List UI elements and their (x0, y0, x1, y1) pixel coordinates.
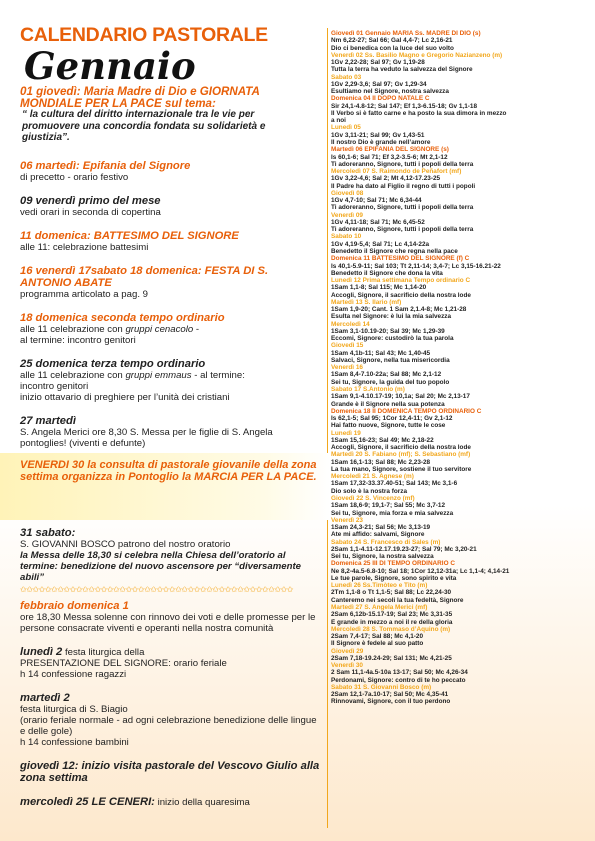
feb-01 (20, 600, 320, 634)
event-27 (20, 415, 320, 449)
liturgy-reading-line: Sir 24,1-4.8-12; Sal 147; Ef 1,3-6.15-18; Gv 1,1-18 (331, 102, 478, 110)
liturgy-reading-line: Accogli, Signore, il sacrificio della nostra lode (331, 444, 471, 452)
liturgy-reading-line: Ti adoreranno, Signore, tutti i popoli della terra (331, 226, 474, 234)
liturgy-reading-line: Benedetto il Signore che dona la vita (331, 269, 443, 277)
liturgy-reading-line: a noi (331, 117, 346, 125)
liturgy-reading-line: Il Padre ha dato al Figlio il regno di tutti i popoli (331, 182, 476, 190)
event-text-part: - (193, 323, 200, 335)
event-group: gruppi emmaus (125, 369, 192, 381)
liturgy-reading-line: 1Gv 4,19-5,4; Sal 71; Lc 4,14-22a (331, 240, 430, 248)
liturgy-day-heading: Giovedì 22 S. Vincenzo (mf) (331, 495, 415, 502)
liturgy-day-heading: Mercoledì 07 S. Raimondo de Peñafort (mf) (331, 168, 462, 176)
liturgy-reading-line: 1Gv 2,29-3,6; Sal 97; Gv 1,29-34 (331, 80, 427, 88)
event-heading: giovedì 12: inizio visita pastorale del Vescovo Giulio alla zona settima (20, 760, 320, 784)
liturgy-reading-line: 1Sam 8,4-7.10-22a; Sal 88; Mc 2,1-12 (331, 371, 442, 379)
liturgy-reading-line: Hai fatto nuove, Signore, tutte le cose (331, 422, 446, 430)
liturgy-reading-line: Ate mi affido: salvami, Signore (331, 531, 425, 539)
liturgy-reading-line: Ti adoreranno, Signore, tutti i popoli della terra (331, 204, 474, 212)
event-heading: 09 venerdì primo del mese (20, 194, 161, 207)
liturgy-day-heading: Sabato 24 S. Francesco di Sales (m) (331, 538, 441, 546)
event-text: PRESENTAZIONE DEL SIGNORE: orario feriale (20, 658, 227, 669)
liturgy-day-heading: Venerdì 09 (331, 211, 363, 219)
liturgical-calendar (331, 30, 593, 706)
liturgy-day-heading: Domenica 25 III DI TEMPO ORDINARIO C (331, 560, 455, 568)
liturgy-reading-line: 1Gv 4,7-10; Sal 71; Mc 6,34-44 (331, 197, 422, 205)
event-heading: 01 giovedì: Maria Madre di Dio e GIORNATA MONDIALE PER LA PACE sul tema: (20, 85, 260, 110)
event-text-part: inizio della quaresima (154, 797, 250, 808)
event-text: h 14 confessione ragazzi (20, 669, 127, 680)
event-heading: mercoledì 25 LE CENERI: (20, 796, 155, 808)
liturgy-day-heading: Mercoledì 28 S. Tommaso d’Aquino (m) (331, 625, 451, 633)
event-heading-line (20, 796, 320, 808)
liturgy-reading-line: Dio ci benedica con la luce del suo volto (331, 44, 454, 52)
liturgy-reading-line: 1Sam 9,1-4.10.17-19; 10,1a; Sal 20; Mc 2,13-17 (331, 393, 470, 401)
liturgy-reading-line: 1Gv 2,22-28; Sal 97; Gv 1,19-28 (331, 59, 425, 67)
liturgy-reading-line: 1Gv 3,22-4,6; Sal 2; Mt 4,12-17.23-25 (331, 175, 441, 183)
liturgy-day-heading: Sabato 31 S. Giovanni Bosco (m) (331, 683, 432, 691)
event-text: festa liturgica di S. Biagio (20, 704, 128, 715)
event-16 (20, 265, 320, 300)
liturgy-reading-line: Sei tu, Signore, mia forza e mia salvezza (331, 509, 454, 517)
liturgy-reading-line: Ne 8,2-4a.5-6.8-10; Sal 18; 1Cor 12,12-31a; Lc 1,1-4; 4,14-21 (331, 567, 510, 575)
liturgy-reading-line: Is 60,1-6; Sal 71; Ef 3,2-3.5-6; Mt 2,1-12 (331, 153, 448, 161)
liturgy-reading-line: Salvaci, Signore, nella tua misericordia (331, 356, 450, 364)
liturgy-reading-line: Eccomi, Signore: custodirò la tua parola (331, 335, 454, 343)
liturgy-reading-line: Perdonami, Signore: contro di te ho peccato (331, 676, 466, 684)
liturgy-reading-line: Tutta la terra ha veduto la salvezza del Signore (331, 66, 473, 74)
column-divider (327, 28, 328, 828)
event-text-part: alle 11 celebrazione con (20, 323, 126, 335)
event-heading: febbraio domenica 1 (20, 600, 129, 612)
event-31 (20, 527, 320, 583)
event-quote: “ la cultura del diritto internazionale tra le vie per promuovere una concordia fondata su solidarietà e giustizia”. (22, 109, 266, 143)
liturgy-day-heading: Martedì 06 EPIFANIA DEL SIGNORE (s) (331, 146, 449, 154)
liturgy-day-heading: Lunedì 19 (331, 429, 361, 437)
month-title: Gennaio (24, 44, 196, 88)
liturgy-reading-line: Canteremo nei secoli la tua fedeltà, Signore (331, 596, 464, 604)
event-text: inizio ottavario di preghiere per l’unità dei cristiani (20, 391, 230, 403)
event-heading: 18 domenica seconda tempo ordinario (20, 311, 225, 324)
event-heading: 25 domenica terza tempo ordinario (20, 357, 206, 370)
event-09 (20, 195, 320, 218)
liturgy-reading-line: Esulta nel Signore: è lui la mia salvezza (331, 313, 452, 321)
feb-02 (20, 646, 320, 680)
liturgy-day-heading: Giovedì 01 Gennaio MARIA Ss. MADRE DI DIO (s) (331, 30, 481, 37)
liturgy-reading-line: 1Sam 17,32-33.37.40-51; Sal 143; Mc 3,1-6 (331, 480, 458, 488)
event-heading: 31 sabato: (20, 527, 76, 539)
liturgy-reading-line: 1Gv 3,11-21; Sal 99; Gv 1,43-51 (331, 131, 425, 139)
event-heading: 11 domenica: BATTESIMO DEL SIGNORE (20, 229, 239, 242)
event-heading: martedì 2 (20, 692, 70, 704)
liturgy-day-heading: Martedì 20 S. Fabiano (mf); S. Sebastiano (mf) (331, 451, 471, 459)
liturgy-reading-line: Il Verbo si è fatto carne e ha posto la sua dimora in mezzo (331, 109, 507, 117)
liturgy-day-heading: Martedì 27 S. Angela Merici (mf) (331, 603, 428, 611)
liturgy-reading-line: 2Sam 7,4-17; Sal 88; Mc 4,1-20 (331, 633, 424, 641)
liturgy-reading-line: 1Sam 1,9-20; Cant. 1 Sam 2,1.4-8; Mc 1,21-28 (331, 306, 467, 314)
liturgy-day-heading: Giovedì 08 (331, 189, 364, 197)
stars-divider: ✩✩✩✩✩✩✩✩✩✩✩✩✩✩✩✩✩✩✩✩✩✩✩✩✩✩✩✩✩✩✩✩✩✩✩✩✩✩✩✩✩✩✩✩ (20, 585, 293, 594)
event-18 (20, 312, 320, 346)
liturgy-day-heading: Sabato 17 S.Antonio (m) (331, 386, 405, 394)
event-text: h 14 confessione bambini (20, 737, 129, 748)
liturgy-reading-line: 2Sam 6,12b-15.17-19; Sal 23; Mc 3,31-35 (331, 611, 453, 619)
liturgy-day-heading: Mercoledì 21 S. Agnese (m) (331, 473, 414, 481)
liturgy-reading-line: La tua mano, Signore, sostiene il tuo servitore (331, 465, 472, 473)
liturgy-reading-line: 2Sam 12,1-7a.10-17; Sal 50; Mc 4,35-41 (331, 691, 449, 699)
feb-12 (20, 760, 320, 784)
liturgy-day-heading: Venerdì 30 (331, 662, 363, 670)
event-11 (20, 230, 320, 253)
liturgy-reading-line: 1Sam 1,1-8; Sal 115; Mc 1,14-20 (331, 284, 427, 292)
event-text: (orario feriale normale - ad ogni celebrazione benedizione delle lingue e delle gole) (20, 715, 317, 737)
liturgy-day-heading: Mercoledì 14 (331, 320, 370, 328)
event-text: programma articolato a pag. 9 (20, 288, 148, 300)
liturgy-reading-line: Il Signore è fedele al suo patto (331, 640, 424, 648)
event-text: incontro genitori (20, 380, 89, 392)
event-text (20, 370, 320, 381)
liturgy-day-heading: Venerdì 16 (331, 364, 363, 372)
event-text (20, 324, 320, 335)
liturgy-day-heading: Giovedì 15 (331, 342, 364, 350)
event-text: ore 18,30 Messa solenne con rinnovo dei voti e delle promesse per le persone consacrate viventi e operanti nella nostra comunità (20, 612, 316, 634)
liturgy-reading-line: 2Sam 7,18-19.24-29; Sal 131; Mc 4,21-25 (331, 654, 452, 662)
liturgy-reading-line: 1Sam 16,1-13; Sal 88; Mc 2,23-28 (331, 458, 431, 466)
liturgy-reading-line: 1Sam 24,3-21; Sal 56; Mc 3,13-19 (331, 524, 431, 532)
event-25 (20, 358, 320, 403)
liturgy-reading-line: 1Gv 4,11-18; Sal 71; Mc 6,45-52 (331, 218, 425, 226)
liturgy-day-heading: Venerdì 02 Ss. Basilio Magno e Gregorio Nazianzeno (m) (331, 51, 503, 59)
liturgy-reading-line: 1Sam 3,1-10.19-20; Sal 39; Mc 1,29-39 (331, 327, 445, 335)
liturgy-reading-line: Sei tu, Signore, la nostra salvezza (331, 553, 434, 561)
event-text: vedi orari in seconda di copertina (20, 206, 161, 218)
event-text-part: festa liturgica della (62, 647, 145, 658)
liturgy-reading-line: 2Sam 1,1-4.11-12.17.19.23-27; Sal 79; Mc 3,20-21 (331, 545, 477, 553)
liturgy-day-heading: Sabato 03 (331, 73, 362, 81)
event-text: di precetto - orario festivo (20, 171, 129, 183)
liturgy-day-heading: Martedì 13 S. Ilario (mf) (331, 298, 402, 306)
liturgy-day-heading: Lunedì 26 Ss.Timòteo e Tito (m) (331, 582, 428, 590)
event-heading: lunedì 2 (20, 646, 63, 658)
liturgy-day-heading: Domenica 18 II DOMENICA TEMPO ORDINARIO C (331, 407, 482, 415)
event-text: S. GIOVANNI BOSCO patrono del nostro oratorio (20, 539, 231, 550)
event-heading-line (20, 646, 320, 658)
event-text-part: alle 11 celebrazione con (20, 369, 126, 381)
liturgy-reading-line: Nm 6,22-27; Sal 66; Gal 4,4-7; Lc 2,16-21 (331, 37, 453, 45)
event-text: alle 11: celebrazione battesimi (20, 241, 149, 253)
liturgy-day-heading: Venerdì 23 (331, 516, 363, 524)
feb-25 (20, 796, 320, 808)
liturgy-day-heading: Sabato 10 (331, 233, 362, 241)
event-heading: 16 venerdì 17sabato 18 domenica: FESTA DI S. ANTONIO ABATE (20, 264, 269, 289)
page-title: CALENDARIO PASTORALE (20, 24, 268, 46)
event-heading: 06 martedì: Epifania del Signore (20, 159, 191, 172)
liturgy-reading-line: 1Sam 18,6-9; 19,1-7; Sal 55; Mc 3,7-12 (331, 502, 446, 510)
liturgy-reading-line: 2Tm 1,1-8 o Tt 1,1-5; Sal 88; Lc 22,24-30 (331, 589, 452, 597)
liturgy-reading-line: Is 62,1-5; Sal 95; 1Cor 12,4-11; Gv 2,1-12 (331, 415, 453, 423)
event-text: S. Angela Merici ore 8,30 S. Messa per le figlie di S. Angela pontoglies! (viventi e defunte) (20, 426, 273, 449)
liturgy-reading-line: Rinnovami, Signore, con il tuo perdono (331, 698, 451, 706)
liturgy-reading-line: 1Sam 15,16-23; Sal 49; Mc 2,18-22 (331, 436, 434, 444)
feb-03 (20, 692, 320, 748)
liturgy-reading-line: Dio solo è la nostra forza (331, 487, 407, 495)
liturgy-reading-line: Ti adoreranno, Signore, tutti i popoli della terra (331, 160, 474, 168)
liturgy-reading-line: Sei tu, Signore, la guida del tuo popolo (331, 378, 450, 386)
liturgy-day-heading: Domenica 04 II DOPO NATALE C (331, 95, 430, 103)
event-heading: 27 martedì (20, 414, 76, 427)
liturgy-reading-line: 1Sam 4,1b-11; Sal 43; Mc 1,40-45 (331, 349, 431, 357)
liturgy-reading-line: Is 40,1-5.9-11; Sal 103; Tt 2,11-14; 3,4-7; Lc 3,15-16.21-22 (331, 262, 501, 270)
liturgy-reading-line: Grande è il Signore nella sua potenza (331, 400, 445, 408)
liturgy-reading-line: È grande in mezzo a noi il re della gloria (331, 618, 453, 626)
liturgy-reading-line: Benedetto il Signore che regna nella pace (331, 247, 458, 255)
liturgy-reading-line: 2 Sam 11,1-4a.5-10a 13-17; Sal 50; Mc 4,26-34 (331, 669, 468, 677)
event-text-bold: la Messa delle 18,30 si celebra nella Chiesa dell’oratorio al termine: benedizione del nuovo ascensore per “diversamente abili” (20, 550, 301, 583)
event-06 (20, 160, 320, 183)
liturgy-reading-line: Accogli, Signore, il sacrificio della nostra lode (331, 291, 471, 299)
peace-march-banner: VENERDI 30 la consulta di pastorale giovanile della zona settima organizza in Pontoglio la MARCIA PER LA PACE. (20, 459, 317, 483)
event-01 (20, 86, 320, 144)
event-group: gruppi cenacolo (125, 323, 194, 335)
left-column-lower (20, 527, 320, 820)
liturgy-reading-line: Esultiamo nel Signore, nostra salvezza (331, 88, 449, 96)
liturgy-reading-line: Il nostro Dio è grande nell’amore (331, 138, 431, 146)
event-text-part: - al termine: (191, 369, 245, 381)
liturgy-day-heading: Giovedì 29 (331, 647, 364, 655)
liturgy-day-heading: Lunedì 12 Prima settimana Tempo ordinario C (331, 277, 471, 285)
liturgy-reading-line: Le tue parole, Signore, sono spirito e vita (331, 574, 457, 582)
liturgy-day-heading: Lunedì 05 (331, 124, 361, 132)
left-column (20, 24, 320, 461)
liturgy-day-heading: Domenica 11 BATTESIMO DEL SIGNORE (f) C (331, 255, 470, 263)
event-text: al termine: incontro genitori (20, 334, 136, 346)
